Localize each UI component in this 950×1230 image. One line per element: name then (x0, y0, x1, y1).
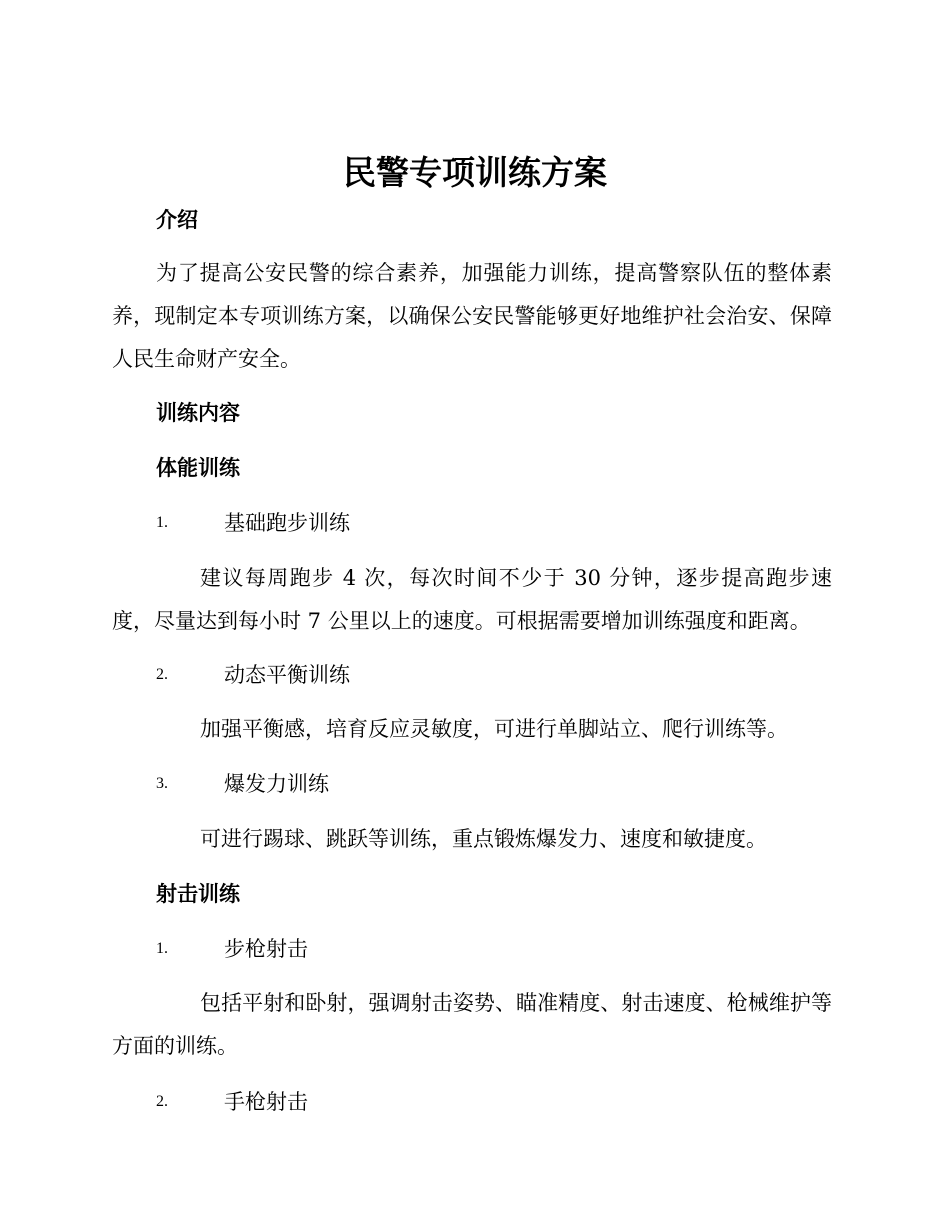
list-item-label: 爆发力训练 (224, 772, 329, 796)
content-heading: 训练内容 (156, 401, 240, 425)
list-item-label: 步枪射击 (224, 937, 308, 961)
list-item-label: 基础跑步训练 (224, 511, 350, 535)
intro-paragraph: 为了提高公安民警的综合素养，加强能力训练，提高警察队伍的整体素养，现制定本专项训练方案，以确保公安民警能够更好地维护社会治安、保障人民生命财产安全。 (112, 261, 832, 371)
list-item-description: 包括平射和卧射，强调射击姿势、瞄准精度、射击速度、枪械维护等方面的训练。 (112, 991, 832, 1058)
list-item-number: 3. (156, 775, 168, 792)
list-item-label: 手枪射击 (224, 1090, 308, 1114)
document-title: 民警专项训练方案 (343, 153, 607, 192)
list-item-number: 2. (156, 666, 168, 683)
list-item-description: 加强平衡感，培育反应灵敏度，可进行单脚站立、爬行训练等。 (200, 717, 788, 741)
physical-training-heading: 体能训练 (156, 456, 240, 480)
shooting-training-heading: 射击训练 (156, 882, 240, 906)
list-item-description: 可进行踢球、跳跃等训练，重点锻炼爆发力、速度和敏捷度。 (200, 827, 767, 851)
list-item-number: 2. (156, 1093, 168, 1110)
intro-heading: 介绍 (156, 208, 198, 232)
list-item-description: 建议每周跑步 4 次，每次时间不少于 30 分钟，逐步提高跑步速度，尽量达到每小时 7 公里以上的速度。可根据需要增加训练强度和距离。 (112, 566, 832, 633)
list-item-label: 动态平衡训练 (224, 663, 350, 687)
list-item-number: 1. (156, 514, 168, 531)
list-item-number: 1. (156, 940, 168, 957)
